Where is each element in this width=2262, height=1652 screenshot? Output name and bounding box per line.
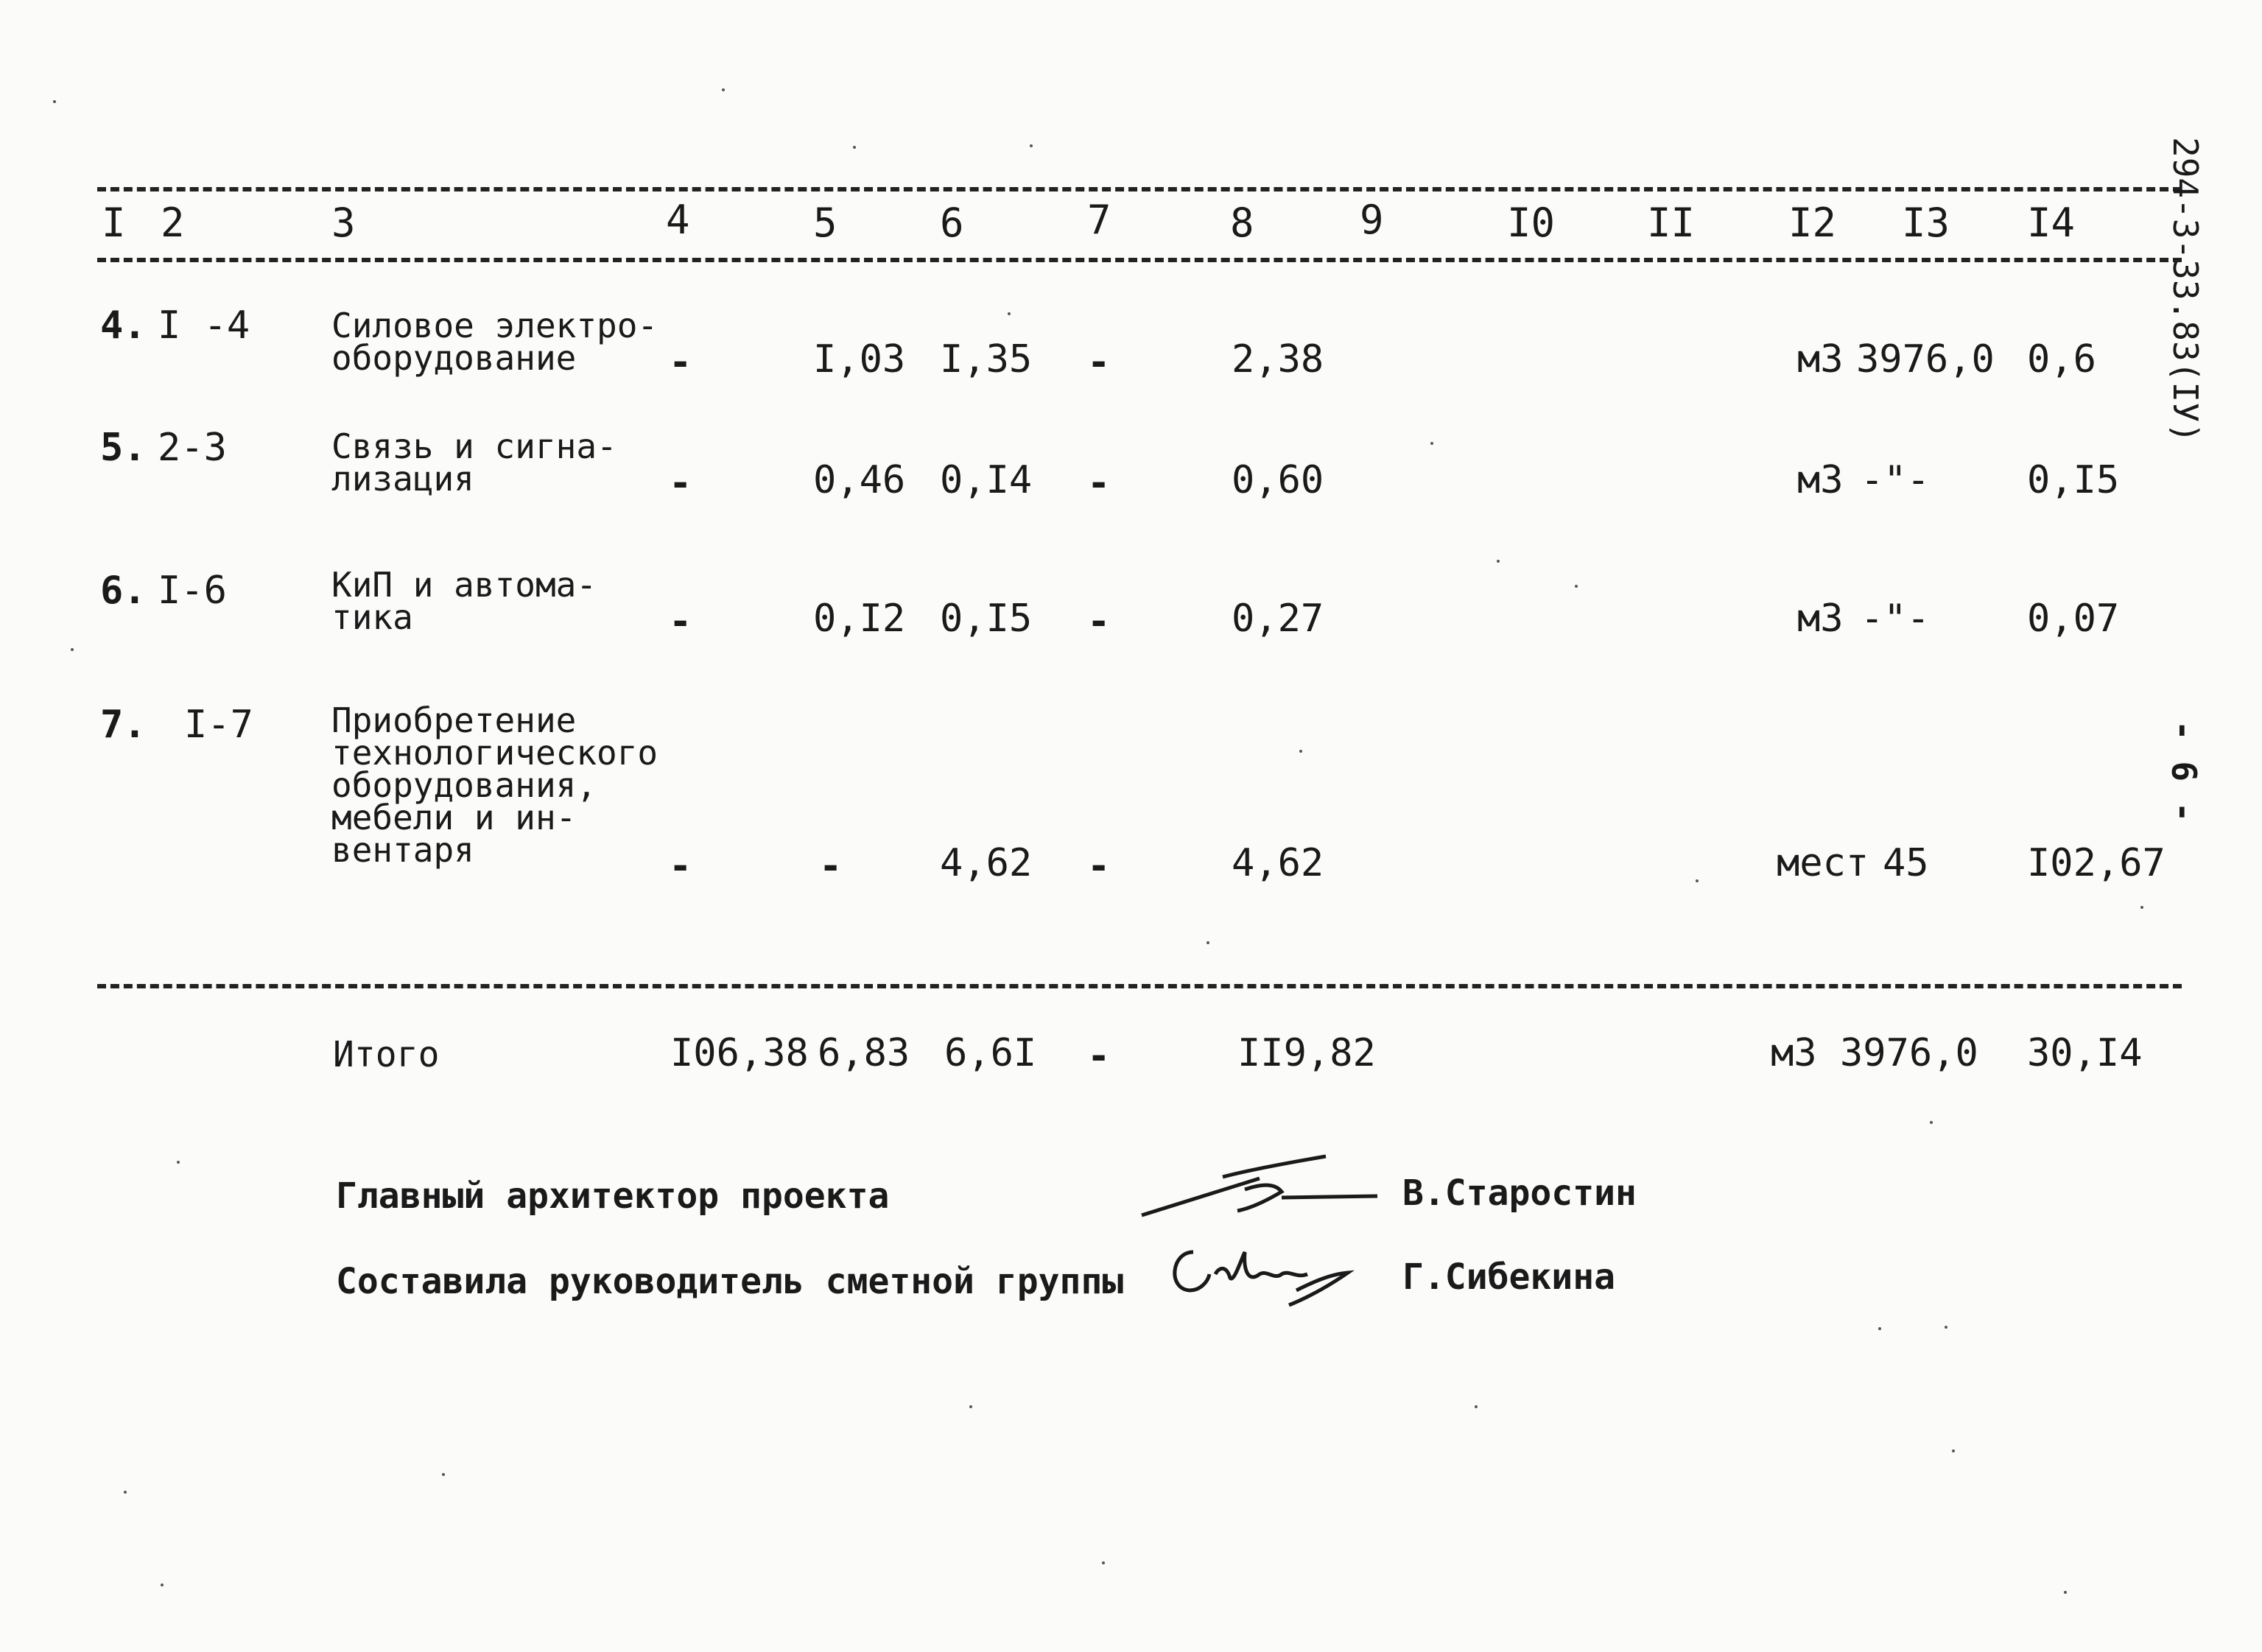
cell-col6: 0,I5: [940, 597, 1033, 641]
row-name-line: технологического: [331, 733, 658, 773]
total-col5: 6,83: [818, 1031, 910, 1075]
col-header-8: 8: [1230, 200, 1254, 246]
handwritten-signature-1: [1134, 1149, 1385, 1223]
cell-col7: -: [1087, 600, 1111, 644]
row-name-line: лизация: [331, 459, 474, 499]
cell-col12: м3: [1797, 337, 1844, 382]
cell-col14: 0,I5: [2027, 458, 2120, 502]
col-header-6: 6: [940, 200, 964, 246]
row-number: 4.: [100, 303, 147, 348]
row-name-line: оборудования,: [331, 765, 597, 805]
total-col14: 30,I4: [2027, 1031, 2143, 1075]
signature-role: Главный архитектор проекта: [336, 1175, 890, 1217]
cell-col12: мест: [1777, 841, 1869, 885]
cell-col13: -"-: [1861, 458, 1930, 502]
total-col6: 6,6I: [944, 1031, 1037, 1075]
col-header-2: 2: [161, 200, 185, 246]
cell-col8: 0,60: [1232, 458, 1324, 502]
total-col7: -: [1087, 1034, 1111, 1078]
row-number: 6.: [100, 569, 147, 613]
row-code: 2-3: [158, 426, 227, 470]
row-code: I-7: [184, 703, 253, 747]
cell-col8: 0,27: [1232, 597, 1324, 641]
cell-col4: -: [669, 844, 692, 888]
total-col8: II9,82: [1237, 1031, 1376, 1075]
col-header-1: I: [102, 200, 126, 246]
cell-col12: м3: [1797, 597, 1844, 641]
signature-role: Составила руководитель сметной группы: [336, 1261, 1124, 1302]
row-name-line: Силовое электро-: [331, 306, 658, 345]
cell-col5: I,03: [813, 337, 906, 382]
side-document-code: 294-3-33.83(IУ): [2166, 137, 2205, 443]
total-col12: м3: [1771, 1031, 1817, 1075]
cell-col4: -: [669, 600, 692, 644]
cell-col14: 0,07: [2027, 597, 2120, 641]
cell-col8: 2,38: [1232, 337, 1324, 382]
cell-col5: -: [819, 844, 843, 888]
row-name-line: тика: [331, 597, 413, 637]
row-number: 7.: [100, 703, 147, 747]
row-code: I -4: [158, 303, 250, 348]
cell-col7: -: [1087, 340, 1111, 384]
cell-col5: 0,46: [813, 458, 906, 502]
col-header-13: I3: [1902, 200, 1950, 246]
cell-col12: м3: [1797, 458, 1844, 502]
row-name-line: вентаря: [331, 830, 474, 870]
col-header-14: I4: [2027, 200, 2076, 246]
col-header-5: 5: [813, 200, 837, 246]
total-col4: I06,38: [670, 1031, 809, 1075]
cell-col6: 0,I4: [940, 458, 1033, 502]
cell-col14: 0,6: [2027, 337, 2096, 382]
total-label: Итого: [333, 1034, 440, 1075]
col-header-12: I2: [1788, 200, 1837, 246]
header-top-rule: [97, 187, 2182, 191]
col-header-7: 7: [1087, 197, 1111, 243]
row-name-line: мебели и ин-: [331, 798, 577, 837]
cell-col13: 45: [1883, 841, 1929, 885]
row-name-line: Связь и сигна-: [331, 426, 617, 466]
page-number: - 6 -: [2164, 720, 2204, 823]
row-name-line: Приобретение: [331, 700, 577, 740]
signatory-name: Г.Сибекина: [1402, 1256, 1615, 1298]
col-header-4: 4: [666, 197, 690, 243]
cell-col7: -: [1087, 844, 1111, 888]
header-bottom-rule: [97, 258, 2182, 262]
cell-col6: I,35: [940, 337, 1033, 382]
col-header-11: II: [1647, 200, 1696, 246]
row-code: I-6: [158, 569, 227, 613]
total-rule: [97, 984, 2182, 988]
handwritten-signature-2: [1164, 1237, 1355, 1318]
cell-col4: -: [669, 340, 692, 384]
cell-col13: -"-: [1861, 597, 1930, 641]
signatory-name: В.Старостин: [1402, 1173, 1637, 1214]
cell-col4: -: [669, 461, 692, 505]
cell-col6: 4,62: [940, 841, 1033, 885]
col-header-9: 9: [1360, 197, 1384, 243]
cell-col5: 0,I2: [813, 597, 906, 641]
row-name-line: оборудование: [331, 338, 577, 378]
cell-col14: I02,67: [2027, 841, 2166, 885]
cell-col13: 3976,0: [1856, 337, 1995, 382]
row-name-line: КиП и автома-: [331, 565, 597, 605]
col-header-10: I0: [1507, 200, 1556, 246]
cell-col7: -: [1087, 461, 1111, 505]
row-number: 5.: [100, 426, 147, 470]
cell-col8: 4,62: [1232, 841, 1324, 885]
col-header-3: 3: [331, 200, 356, 246]
total-col13: 3976,0: [1840, 1031, 1978, 1075]
